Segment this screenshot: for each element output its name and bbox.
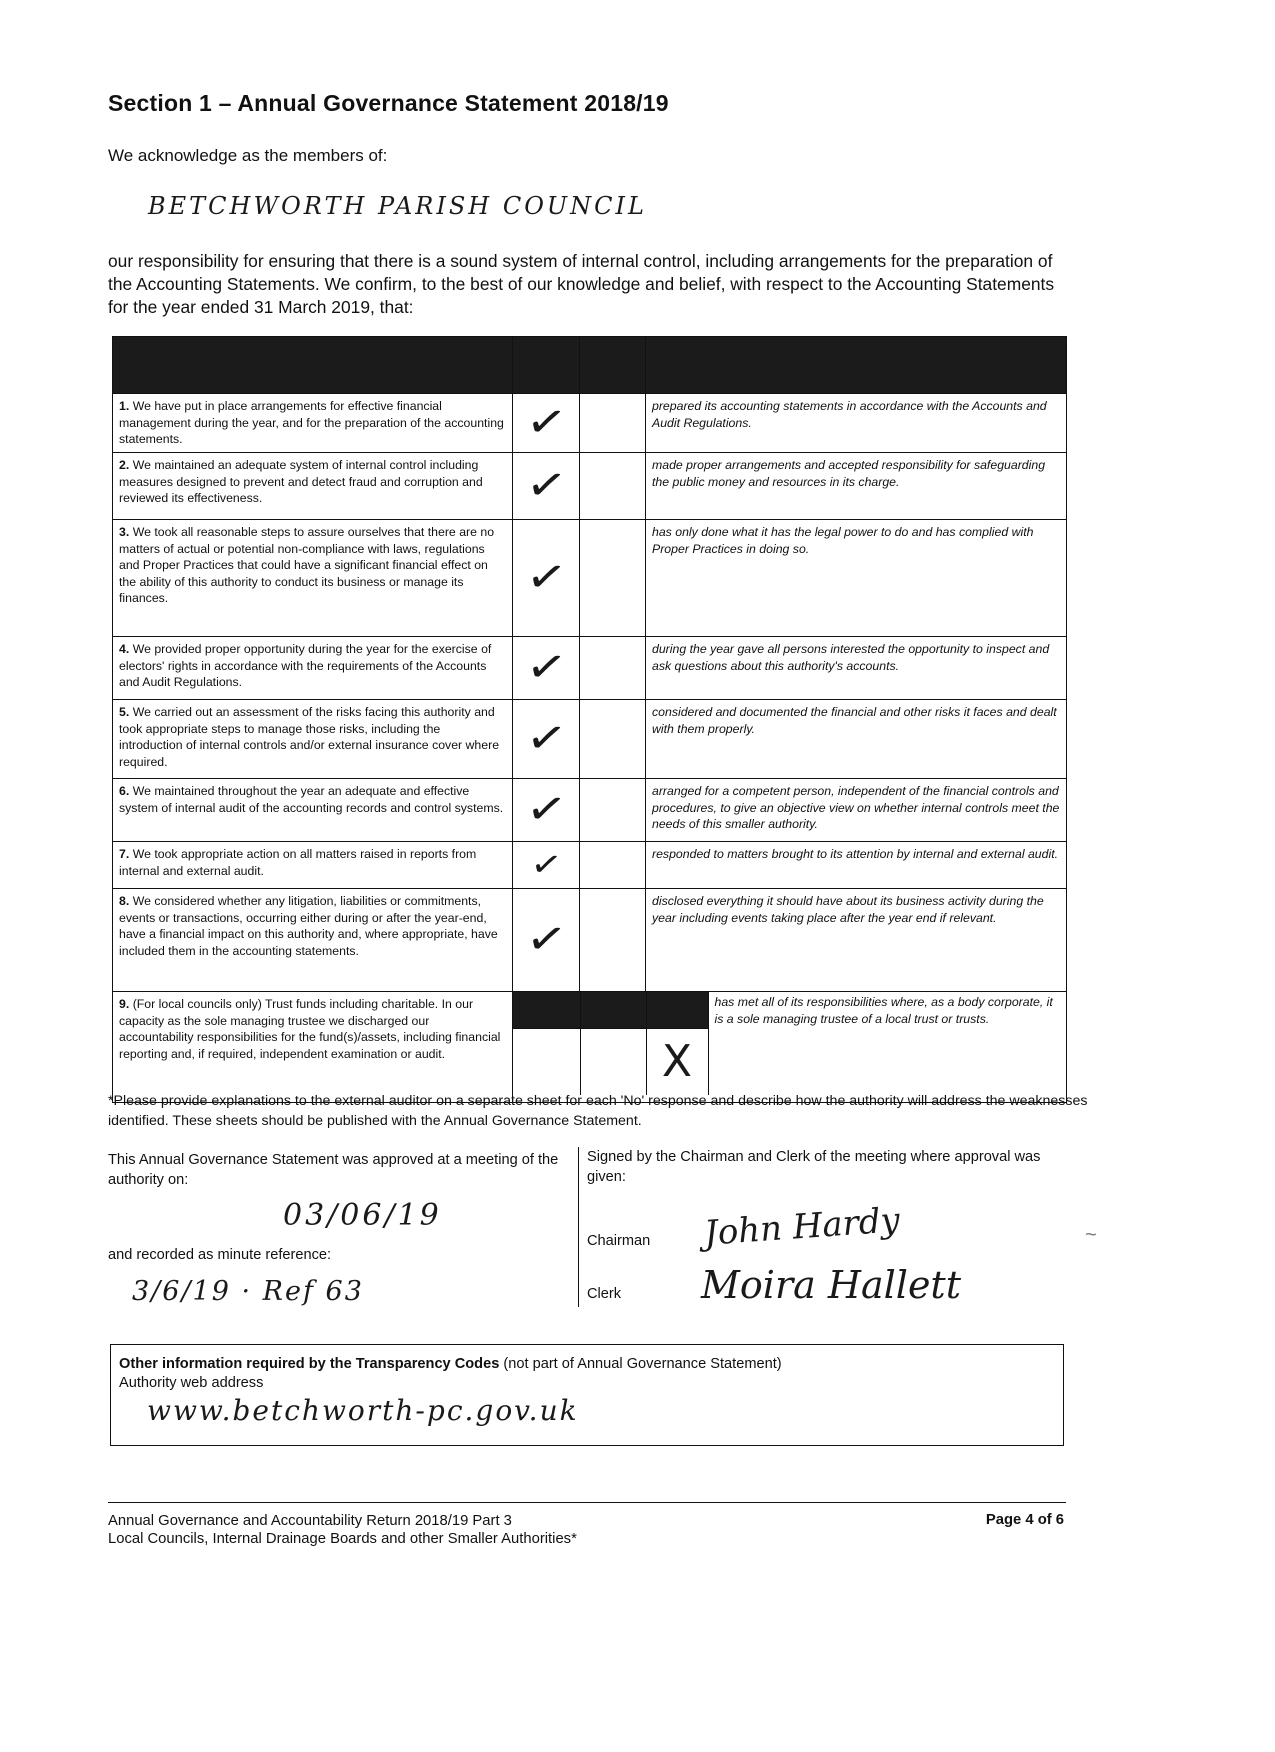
trust-answer-cell: [513, 992, 1067, 1103]
no-cell: [580, 394, 646, 453]
acknowledge-text: We acknowledge as the members of:: [108, 146, 388, 165]
header-cell-no: [580, 337, 646, 394]
signature-block: [578, 1147, 1069, 1307]
signed-by-text: Signed by the Chairman and Clerk of the meeting where approval was given:: [587, 1149, 1041, 1185]
statement-cell: 5. We carried out an assessment of the risks facing this authority and took appropriate steps to manage those risks, including the introduction of internal controls and/or external insurance cover where required.: [113, 700, 513, 779]
trust-response-cell: has met all of its responsibilities where, as a body corporate, it is a sole managing trustee of a local trust or trusts.: [708, 992, 1066, 1095]
transparency-heading: Other information required by the Transparency Codes (not part of Annual Governance Statement): [119, 1356, 782, 1372]
clerk-label: Clerk: [587, 1286, 622, 1302]
table-row: [113, 394, 1067, 453]
tick-mark: ✓: [522, 710, 570, 767]
statement-cell: 3. We took all reasonable steps to assure ourselves that there are no matters of actual or potential non-compliance with laws, regulations and Proper Practices that could have a significant financial effect on the ability of this authority to conduct its business or manage its finances.: [113, 520, 513, 637]
table-row: [113, 889, 1067, 992]
table-row: [113, 520, 1067, 637]
tick-mark: ✓: [522, 457, 570, 514]
trust-answer-grid: [513, 992, 1066, 1095]
response-cell: prepared its accounting statements in accordance with the Accounts and Audit Regulations.: [646, 394, 1067, 453]
no-cell: [580, 889, 646, 992]
table-row: [113, 453, 1067, 520]
approval-text: This Annual Governance Statement was approved at a meeting of the authority on:: [108, 1152, 559, 1188]
footnote: *Please provide explanations to the external auditor on a separate sheet for each 'No' response and describe how the authority will address the weaknesses identified. These sheets should be published with the Annual Governance Statement.: [108, 1093, 1088, 1129]
governance-table: [112, 336, 1067, 1103]
no-cell: [580, 637, 646, 700]
tick-mark: ✓: [522, 911, 570, 968]
x-mark: X: [661, 1035, 693, 1087]
approval-date-handwritten: 03/06/19: [283, 1198, 442, 1233]
table-row: [113, 637, 1067, 700]
tick-mark: ✓: [527, 843, 565, 887]
yes-tick-cell: [513, 889, 580, 992]
yes-tick-cell: [513, 520, 580, 637]
response-cell: arranged for a competent person, independent of the financial controls and procedures, to give an objective view on whether internal controls meet the needs of this smaller authority.: [646, 779, 1067, 842]
statement-cell: 1. We have put in place arrangements for effective financial management during the year, and for the preparation of the accounting statements.: [113, 394, 513, 453]
page-number: Page 4 of 6: [985, 1512, 1064, 1528]
trust-yes-header: [513, 992, 580, 1029]
header-cell-yes: [513, 337, 580, 394]
table-row: [113, 842, 1067, 889]
transparency-box: [110, 1344, 1064, 1446]
table-row: [113, 700, 1067, 779]
table-row: [113, 779, 1067, 842]
response-cell: during the year gave all persons interested the opportunity to inspect and ask questions about this authority's accounts.: [646, 637, 1067, 700]
trust-na-header: [646, 992, 708, 1029]
page-title: Section 1 – Annual Governance Statement 2018/19: [108, 90, 669, 116]
footer-line-2: Local Councils, Internal Drainage Boards and other Smaller Authorities*: [108, 1531, 577, 1547]
response-cell: responded to matters brought to its attention by internal and external audit.: [646, 842, 1067, 889]
statement-cell: 4. We provided proper opportunity during the year for the exercise of electors' rights in accordance with the requirements of the Accounts and Audit Regulations.: [113, 637, 513, 700]
table-row-trust-funds: [113, 992, 1067, 1103]
response-cell: considered and documented the financial and other risks it faces and dealt with them properly.: [646, 700, 1067, 779]
web-address-label: Authority web address: [119, 1375, 264, 1391]
footer-divider: [108, 1502, 1066, 1503]
intro-paragraph: our responsibility for ensuring that there is a sound system of internal control, including arrangements for the preparation of the Accounting Statements. We confirm, to the best of our knowledge and belief, with respect to the Accounting Statements for the year ended 31 March 2019, that:: [108, 251, 1055, 317]
statement-cell: 9. (For local councils only) Trust funds including charitable. In our capacity as the sole managing trustee we discharged our accountability responsibilities for the fund(s)/assets, including financial reporting and, if required, independent examination or audit.: [113, 992, 513, 1103]
tick-mark: ✓: [522, 394, 570, 451]
statement-cell: 8. We considered whether any litigation, liabilities or commitments, events or transactions, occurring either during or after the year-end, have a financial impact on this authority and, where appropriate, have included them in the accounting statements.: [113, 889, 513, 992]
yes-tick-cell: [513, 453, 580, 520]
header-cell-statement: [113, 337, 513, 394]
yes-tick-cell: [513, 637, 580, 700]
chairman-label: Chairman: [587, 1233, 651, 1249]
response-cell: has only done what it has the legal power to do and has complied with Proper Practices in doing so.: [646, 520, 1067, 637]
statement-cell: 2. We maintained an adequate system of internal control including measures designed to prevent and detect fraud and corruption and reviewed its effectiveness.: [113, 453, 513, 520]
authority-name-handwritten: BETCHWORTH PARISH COUNCIL: [148, 192, 647, 220]
clerk-signature: Moira Hallett: [701, 1263, 961, 1307]
footer-return-info: [108, 1512, 577, 1548]
no-cell: [580, 520, 646, 637]
yes-tick-cell: [513, 394, 580, 453]
trust-yes-cell: [513, 1029, 580, 1096]
web-address-handwritten: www.betchworth-pc.gov.uk: [147, 1394, 579, 1427]
minute-reference-label: and recorded as minute reference:: [108, 1247, 332, 1263]
tick-mark: ✓: [522, 639, 570, 696]
footer-line-1: Annual Governance and Accountability Return 2018/19 Part 3: [108, 1513, 512, 1529]
no-cell: [580, 700, 646, 779]
table-header: [113, 337, 1067, 394]
yes-tick-cell: [513, 700, 580, 779]
margin-pen-mark: ~: [1085, 1224, 1097, 1246]
header-cell-response: [646, 337, 1067, 394]
response-cell: made proper arrangements and accepted responsibility for safeguarding the public money and resources in its charge.: [646, 453, 1067, 520]
tick-mark: ✓: [522, 781, 570, 838]
statement-cell: 7. We took appropriate action on all matters raised in reports from internal and external audit.: [113, 842, 513, 889]
statement-cell: 6. We maintained throughout the year an adequate and effective system of internal audit of the accounting records and control systems.: [113, 779, 513, 842]
yes-tick-cell: [513, 842, 580, 889]
trust-no-cell: [580, 1029, 646, 1096]
trust-no-header: [580, 992, 646, 1029]
chairman-signature: John Hardy: [702, 1200, 902, 1254]
no-cell: [580, 453, 646, 520]
no-cell: [580, 779, 646, 842]
response-cell: disclosed everything it should have about its business activity during the year including events taking place after the year end if relevant.: [646, 889, 1067, 992]
tick-mark: ✓: [522, 549, 570, 606]
minute-reference-handwritten: 3/6/19 · Ref 63: [132, 1276, 364, 1307]
trust-na-cell: [646, 1029, 708, 1096]
no-cell: [580, 842, 646, 889]
yes-tick-cell: [513, 779, 580, 842]
